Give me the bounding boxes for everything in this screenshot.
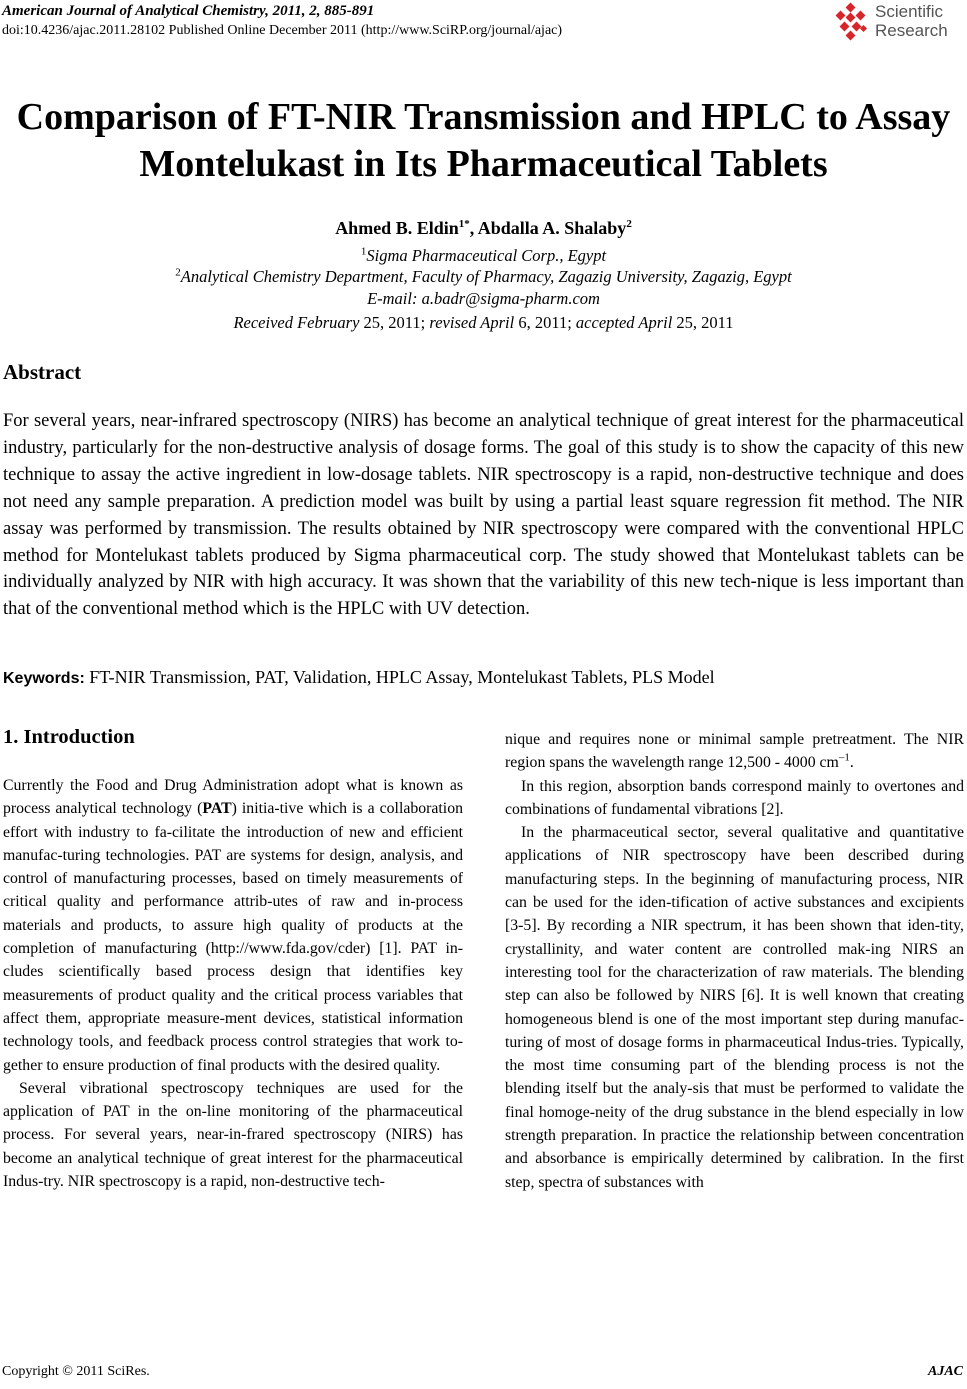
author-2: Abdalla A. Shalaby [477, 218, 627, 238]
pat-term: PAT [202, 800, 232, 818]
intro-paragraph-5: In the pharmaceutical sector, several qualitative and quantitative applications of NIR spectroscopy have been described during manufacturing steps. In the beginning of manufacturing process, NIR can be used for the iden-tification of active substances and excipients [3-5]. By recording a NIR spectrum, it has been shown that iden-tity, crystallinity, and water content are controlled mak-ing NIRS an interesting tool for the characterization of raw materials. The blending step can also be followed by NIRS [6]. It is well known that creating homogeneous blend is one of the most important step during manufac-turing of most of dosage forms in pharmaceutical Indus-tries. Typically, the most time consuming part of the blending process is not the blending itself but the analy-sis that must be performed to validate the final homoge-neity of the drug substance in the blend especially in low strength preparation. In practice the relationship between concentration and absorbance is empirically determined by calibration. In the first step, spectra of substances with [505, 824, 964, 1191]
introduction-heading: 1. Introduction [3, 726, 135, 748]
keywords [3, 667, 964, 688]
title-line-2: Montelukast in Its Pharmaceutical Tablets [139, 143, 828, 185]
affiliation-2 [0, 267, 967, 287]
affiliation-2-number: 2 [175, 266, 181, 279]
journal-name: American Journal of Analytical Chemistry [2, 3, 266, 19]
intro-p3-start: nique and requires none or minimal sample pretreatment. The NIR region spans the wavelength range 12,500 - 4000 cm [505, 731, 964, 772]
abstract-heading: Abstract [3, 360, 82, 384]
revised-date: 6, 2011; [514, 313, 576, 332]
journal-citation [2, 3, 374, 20]
received-dates [0, 313, 967, 333]
accepted-date: 25, 2011 [672, 313, 734, 332]
scientific-research-logo [833, 2, 963, 44]
accepted-label: accepted April [575, 313, 673, 332]
intro-p1-start: Currently the Food and Drug Administration adopt what is known as process analytical technology ( [3, 777, 463, 818]
affiliation-1 [0, 246, 967, 266]
received-date: 25, 2011; [359, 313, 430, 332]
intro-paragraph-1 [3, 774, 463, 1077]
author-list [0, 218, 967, 239]
intro-paragraph-3 [505, 728, 964, 775]
intro-p1-end: ) initia-tive which is a collaboration effort with industry to fa-cilitate the introduction of new and efficient manufac-turing technologies. PAT are systems for design, analysis, and control of manufacturing processes, based on timely measurements of critical quality and performance attrib-utes of raw and in-process materials and products, to assure high quality of products at the completion of manufacturing (http://www.fda.gov/cder) [1]. PAT in-cludes scientifically based process design that identifies key measurements of product quality and the critical process variables that affect them, appropriate measure-ment devices, statistical information technology tools, and feedback process control strategies that work to-gether to ensure production of final products with the desired quality. [3, 800, 463, 1074]
publisher-logo-icon [833, 4, 871, 42]
affiliation-1-text: Sigma Pharmaceutical Corp., Egypt [366, 246, 607, 265]
author-separator: , [469, 218, 478, 238]
intro-p3-end: . [849, 754, 854, 772]
copyright-notice: Copyright © 2011 SciRes. [2, 1364, 150, 1379]
logo-word-research: Research [875, 21, 948, 40]
title-line-1: Comparison of FT-NIR Transmission and HPLC to Assay [16, 96, 951, 138]
received-label: Received February [233, 313, 360, 332]
intro-paragraph-4: In this region, absorption bands correspond mainly to overtones and combinations of fundamental vibrations [2]. [505, 777, 964, 818]
journal-abbreviation: AJAC [927, 1364, 963, 1379]
author-2-affiliation-mark: 2 [626, 218, 632, 230]
contact-email: E-mail: a.badr@sigma-pharm.com [367, 289, 600, 308]
author-1: Ahmed B. Eldin [335, 218, 459, 238]
left-column [3, 774, 463, 1193]
journal-volume-info: , 2011, 2, 885-891 [265, 3, 375, 19]
intro-paragraph-2: Several vibrational spectroscopy techniques are used for the application of PAT in the on-line monitoring of the pharmaceutical process. For several years, near-in-frared spectroscopy (NIRS) has become an analytical technique of great interest for the pharmaceutical Indus-try. NIR spectroscopy is a rapid, non-destructive tech- [3, 1079, 463, 1191]
doi-line: doi:10.4236/ajac.2011.28102 Published Online December 2011 (http://www.SciRP.org/journal/ajac) [2, 23, 563, 38]
keywords-list: FT-NIR Transmission, PAT, Validation, HPLC Assay, Montelukast Tablets, PLS Model [84, 667, 715, 687]
affiliation-2-text: Analytical Chemistry Department, Faculty of Pharmacy, Zagazig University, Zagazig, Egypt [180, 267, 792, 286]
keywords-label: Keywords: [3, 670, 85, 687]
logo-word-scientific: Scientific [875, 2, 944, 21]
right-column [505, 728, 964, 1194]
author-1-affiliation-mark: 1* [458, 218, 470, 230]
revised-label: revised April [429, 313, 515, 332]
abstract-text: For several years, near-infrared spectroscopy (NIRS) has become an analytical technique of great interest for the pharmaceutical industry, particularly for the non-destructive analysis of dosage forms. The goal of this study is to show the capacity of this new technique to assay the active ingredient in low-dosage tablets. NIR spectroscopy is a rapid, non-destructive technique and does not need any sample preparation. A prediction model was built by using a partial least square regression fit method. The NIR assay was performed by transmission. The results obtained by NIR spectroscopy were compared with the conventional HPLC method for Montelukast tablets produced by Sigma pharmaceutical corp. The study showed that Montelukast tablets can be individually analyzed by NIR with high accuracy. It was shown that the variability of this new tech-nique is less important than that of the conventional method which is the HPLC with UV detection. [3, 411, 964, 620]
affiliation-1-number: 1 [360, 245, 367, 258]
paper-title [0, 94, 967, 188]
wavenumber-exponent: –1 [838, 752, 850, 765]
